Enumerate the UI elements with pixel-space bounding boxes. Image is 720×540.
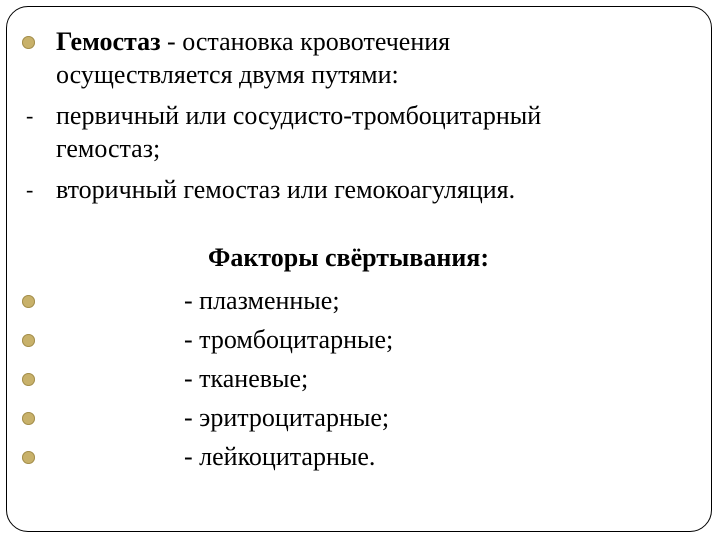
intro-line-2: осуществляется двумя путями:	[56, 60, 399, 89]
intro-definition: - остановка кровотечения	[160, 27, 451, 56]
factor-item: - тканевые;	[184, 364, 309, 393]
bullet-icon	[22, 373, 35, 386]
bullet-icon	[22, 36, 35, 49]
secondary-hemostasis-line: вторичный гемостаз или гемокоагуляция.	[56, 175, 516, 204]
dash-marker: -	[26, 177, 34, 202]
term-hemostasis: Гемостаз	[56, 27, 161, 56]
bullet-icon	[22, 334, 35, 347]
primary-hemostasis-line-1: первичный или сосудисто-тромбоцитарный	[56, 101, 542, 130]
factor-item: - тромбоцитарные;	[184, 325, 394, 354]
factor-item: - лейкоцитарные.	[184, 442, 376, 471]
bullet-icon	[22, 412, 35, 425]
bullet-icon	[22, 295, 35, 308]
factor-item: - эритроцитарные;	[184, 403, 390, 432]
intro-line-1	[56, 27, 450, 57]
factor-item: - плазменные;	[184, 286, 340, 315]
factors-title: Факторы свёртывания:	[208, 243, 490, 272]
bullet-icon	[22, 451, 35, 464]
dash-marker: -	[26, 103, 34, 128]
primary-hemostasis-line-2: гемостаз;	[56, 134, 161, 163]
